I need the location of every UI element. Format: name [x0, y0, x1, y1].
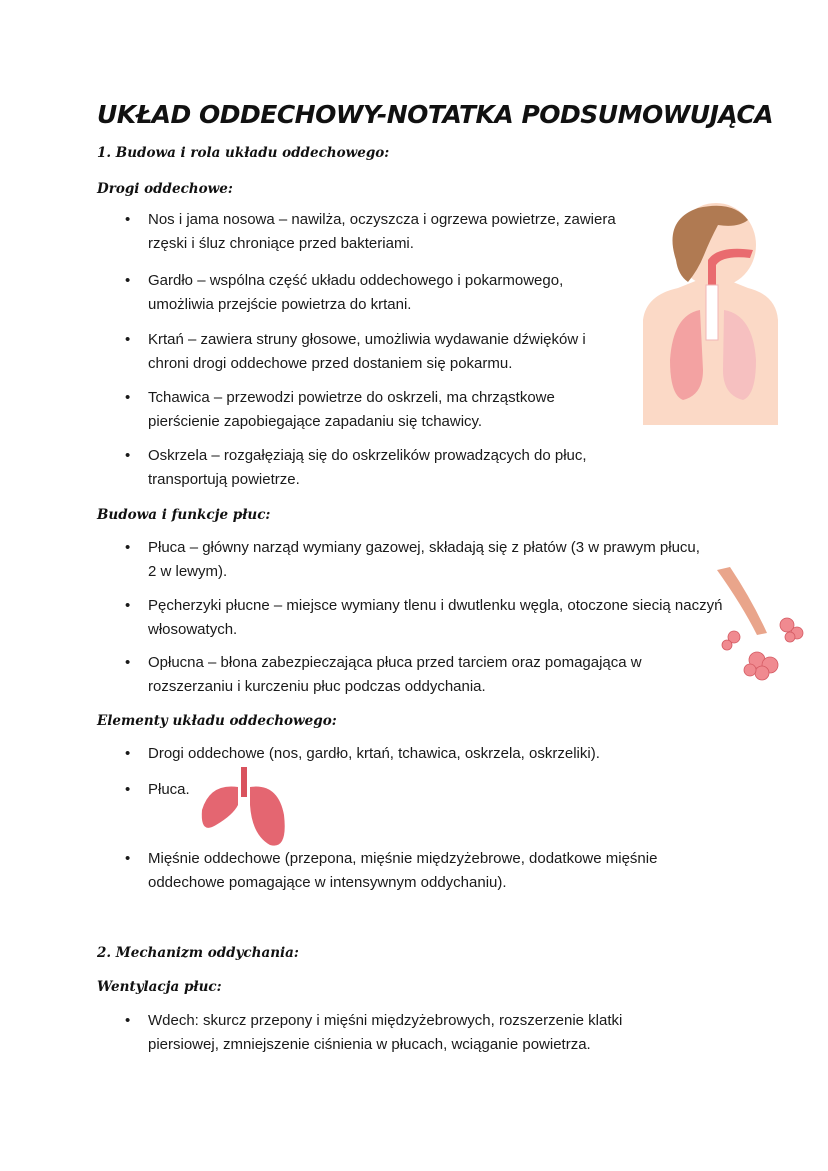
page-title: UKŁAD ODDECHOWY-NOTATKA PODSUMOWUJĄCA	[97, 100, 774, 129]
bullet: •	[125, 597, 131, 614]
list-item	[125, 1009, 665, 1056]
bullet: •	[125, 654, 131, 671]
item-text: Wdech: skurcz przepony i mięśni międzyżebrowych, rozszerzenie klatki piersiowej, zmniejszenie ciśnienia w płucach, wciąganie powietrza.	[148, 1012, 623, 1053]
item-text: Płuca.	[148, 781, 190, 798]
item-text: Drogi oddechowe (nos, gardło, krtań, tchawica, oskrzela, oskrzeliki).	[148, 745, 600, 762]
bullet: •	[125, 850, 131, 867]
lungs-illustration	[198, 765, 290, 850]
list-item	[125, 386, 625, 433]
item-text: Opłucna – błona zabezpieczająca płuca przed tarciem oraz pomagająca w rozszerzaniu i kurczeniu płuc podczas oddychania.	[148, 654, 642, 695]
item-text: Krtań – zawiera struny głosowe, umożliwia wydawanie dźwięków i chroni drogi oddechowe przed dostaniem się pokarmu.	[148, 331, 586, 372]
list-item	[125, 444, 625, 491]
item-text: Gardło – wspólna część układu oddechowego i pokarmowego, umożliwia przejście powietrza do krtani.	[148, 272, 564, 313]
item-text: Pęcherzyki płucne – miejsce wymiany tlenu i dwutlenku węgla, otoczone siecią naczyń włosowatych.	[148, 597, 723, 638]
section-heading: 2. Mechanizm oddychania:	[97, 945, 299, 961]
item-text: Nos i jama nosowa – nawilża, oczyszcza i ogrzewa powietrze, zawiera rzęski i śluz chroniące przed bakteriami.	[148, 211, 616, 252]
bullet: •	[125, 447, 131, 464]
bullet: •	[125, 781, 131, 798]
list-item	[125, 847, 715, 894]
subheading: Budowa i funkcje płuc:	[97, 507, 271, 523]
bullet: •	[125, 745, 131, 762]
section-heading: 1. Budowa i rola układu oddechowego:	[97, 145, 390, 161]
bullet: •	[125, 1012, 131, 1029]
bullet: •	[125, 211, 131, 228]
subheading: Wentylacja płuc:	[97, 979, 222, 995]
subheading: Elementy układu oddechowego:	[97, 713, 337, 729]
alveoli-illustration	[712, 565, 807, 685]
list-item	[125, 328, 625, 375]
respiratory-system-illustration	[638, 200, 783, 430]
bullet: •	[125, 389, 131, 406]
item-text: Płuca – główny narząd wymiany gazowej, składają się z płatów (3 w prawym płucu, 2 w lewym).	[148, 539, 700, 580]
item-text: Mięśnie oddechowe (przepona, mięśnie międzyżebrowe, dodatkowe mięśnie oddechowe pomagające w intensywnym oddychaniu).	[148, 850, 658, 891]
list-item	[125, 208, 625, 255]
subheading: Drogi oddechowe:	[97, 181, 233, 197]
item-text: Oskrzela – rozgałęziają się do oskrzelików prowadzących do płuc, transportują powietrze.	[148, 447, 587, 488]
item-text: Tchawica – przewodzi powietrze do oskrzeli, ma chrząstkowe pierścienie zapobiegające zapadaniu się tchawicy.	[148, 389, 555, 430]
bullet: •	[125, 272, 131, 289]
list-item	[125, 536, 710, 583]
list-item	[125, 269, 625, 316]
bullet: •	[125, 539, 131, 556]
list-item	[125, 594, 725, 641]
list-item	[125, 742, 715, 766]
list-item	[125, 651, 705, 698]
bullet: •	[125, 331, 131, 348]
